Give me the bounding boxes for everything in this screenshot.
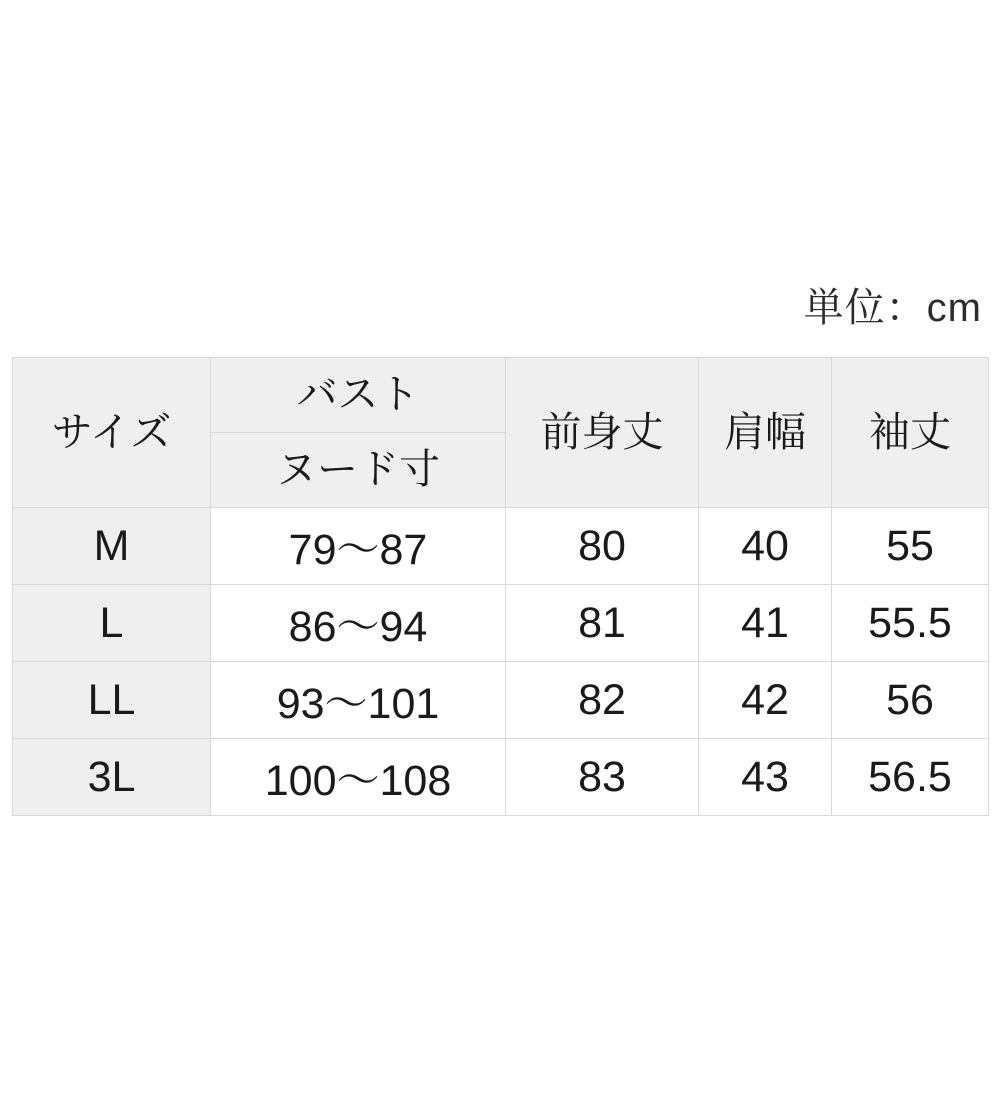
- table-row: [13, 662, 989, 739]
- row-sleeve-length-value: 56: [832, 662, 989, 739]
- row-front-length-value: 83: [506, 739, 699, 816]
- header-front-length: 前身丈: [506, 358, 699, 508]
- row-shoulder-width-value: 40: [699, 508, 832, 585]
- table-row: [13, 585, 989, 662]
- header-sleeve-length: 袖丈: [832, 358, 989, 508]
- row-size-label: L: [13, 585, 211, 662]
- row-front-length-value: 81: [506, 585, 699, 662]
- header-bust-top: バスト: [211, 358, 506, 433]
- table-header-row: [13, 358, 989, 433]
- row-bust-value: 86〜94: [211, 585, 506, 662]
- row-sleeve-length-value: 55: [832, 508, 989, 585]
- header-shoulder-width: 肩幅: [699, 358, 832, 508]
- table-row: [13, 508, 989, 585]
- row-bust-value: 100〜108: [211, 739, 506, 816]
- row-sleeve-length-value: 56.5: [832, 739, 989, 816]
- row-size-label: M: [13, 508, 211, 585]
- row-size-label: 3L: [13, 739, 211, 816]
- header-bust-bottom: ヌード寸: [211, 433, 506, 508]
- row-shoulder-width-value: 41: [699, 585, 832, 662]
- unit-note: 単位：cm: [803, 286, 982, 330]
- header-size: サイズ: [13, 358, 211, 508]
- row-bust-value: 93〜101: [211, 662, 506, 739]
- row-front-length-value: 80: [506, 508, 699, 585]
- row-bust-value: 79〜87: [211, 508, 506, 585]
- size-table: [12, 357, 989, 816]
- row-shoulder-width-value: 42: [699, 662, 832, 739]
- row-size-label: LL: [13, 662, 211, 739]
- table-row: [13, 739, 989, 816]
- row-shoulder-width-value: 43: [699, 739, 832, 816]
- row-front-length-value: 82: [506, 662, 699, 739]
- row-sleeve-length-value: 55.5: [832, 585, 989, 662]
